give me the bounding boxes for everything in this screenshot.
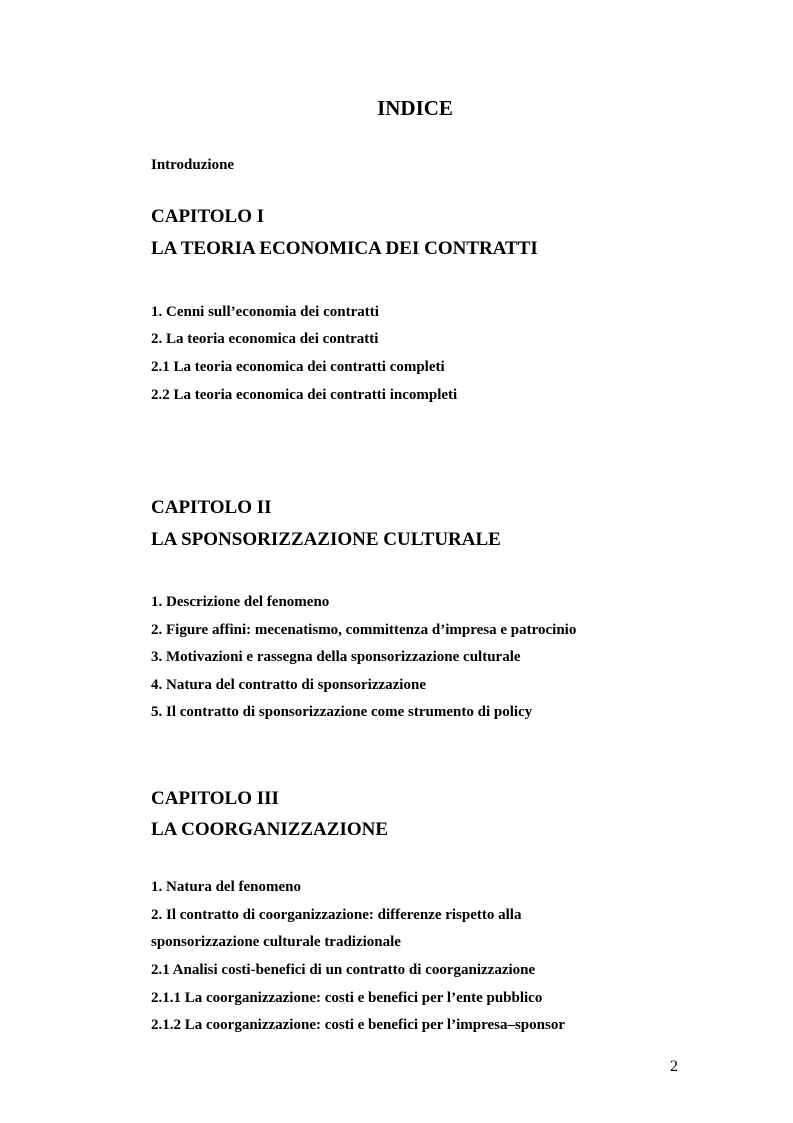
chapter-1-label: CAPITOLO I xyxy=(151,206,265,227)
toc-entry: 1. Cenni sull’economia dei contratti xyxy=(151,304,379,320)
toc-entry: 3. Motivazioni e rassegna della sponsorizzazione culturale xyxy=(151,649,521,665)
page-number: 2 xyxy=(670,1058,678,1075)
toc-entry: 1. Natura del fenomeno xyxy=(151,879,301,895)
toc-entry: 2.1.2 La coorganizzazione: costi e benefici per l’impresa–sponsor xyxy=(151,1017,565,1033)
intro-entry: Introduzione xyxy=(151,157,235,173)
chapter-3-label: CAPITOLO III xyxy=(151,788,279,809)
toc-entry: 2. Il contratto di coorganizzazione: differenze rispetto alla xyxy=(151,907,522,923)
toc-entry: 4. Natura del contratto di sponsorizzazione xyxy=(151,677,426,693)
page-title: INDICE xyxy=(377,96,453,120)
toc-entry: 2.2 La teoria economica dei contratti incompleti xyxy=(151,387,458,403)
toc-entry: 2.1 La teoria economica dei contratti completi xyxy=(151,359,445,375)
toc-entry: 2.1.1 La coorganizzazione: costi e benefici per l’ente pubblico xyxy=(151,990,543,1006)
toc-entry: sponsorizzazione culturale tradizionale xyxy=(151,934,401,950)
chapter-3-title: LA COORGANIZZAZIONE xyxy=(151,819,389,840)
toc-entry: 2. Figure affini: mecenatismo, committenza d’impresa e patrocinio xyxy=(151,622,577,638)
toc-entry: 2.1 Analisi costi-benefici di un contratto di coorganizzazione xyxy=(151,962,536,978)
toc-entry: 5. Il contratto di sponsorizzazione come strumento di policy xyxy=(151,704,533,720)
chapter-1-title: LA TEORIA ECONOMICA DEI CONTRATTI xyxy=(151,238,538,259)
toc-entry: 1. Descrizione del fenomeno xyxy=(151,594,330,610)
chapter-2-label: CAPITOLO II xyxy=(151,497,272,518)
toc-entry: 2. La teoria economica dei contratti xyxy=(151,331,379,347)
chapter-2-title: LA SPONSORIZZAZIONE CULTURALE xyxy=(151,529,501,550)
